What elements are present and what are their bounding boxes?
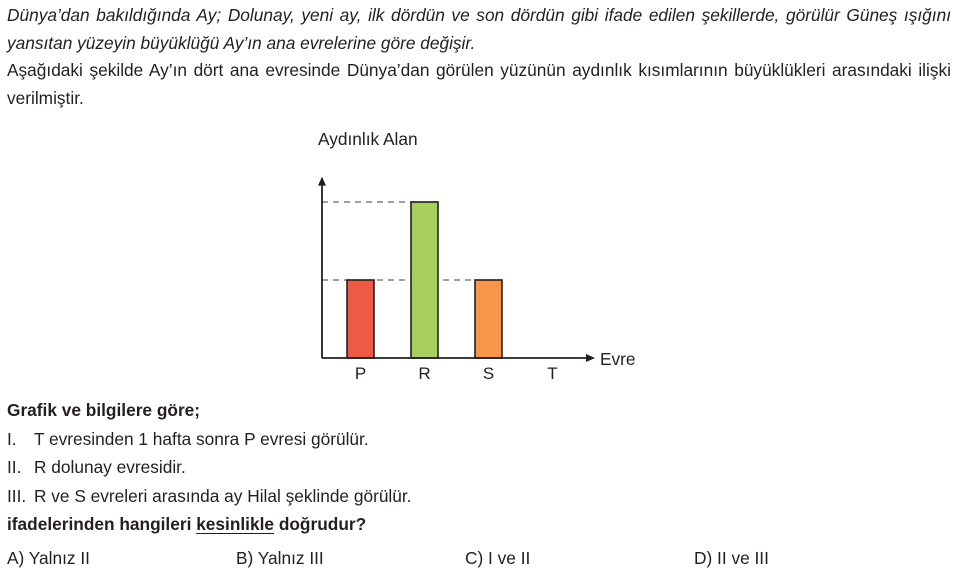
question-stem: Grafik ve bilgilere göre; [7,400,201,420]
x-tick-label-r: R [418,364,431,383]
x-tick-label-t: T [547,364,558,383]
statement-2-number: II. [7,457,22,477]
x-tick-label-p: P [354,364,367,383]
x-axis-label: Evre [600,349,636,369]
question-ask [7,513,366,535]
y-axis-label: Aydınlık Alan [318,129,418,149]
intro-text: Aşağıdaki şekilde Ay’ın dört ana evresinde Dünya’dan görülen yüzünün aydınlık kısımlarının büyüklükleri arasındaki ilişki verilmiştir. [7,60,951,108]
option-b[interactable]: B) Yalnız III [236,548,324,568]
bar-s [475,280,502,358]
statement-1 [7,428,369,450]
option-a[interactable]: A) Yalnız II [7,548,90,568]
x-tick-label-s: S [482,364,495,383]
x-axis-arrow [586,354,595,362]
statement-2-text: R dolunay evresidir. [34,457,186,477]
option-d[interactable]: D) II ve III [694,548,769,568]
statement-1-number: I. [7,429,17,449]
option-c[interactable]: C) I ve II [465,548,531,568]
statement-2 [7,456,186,478]
bar-p [347,280,374,358]
question-ask-post: doğrudur? [274,514,367,534]
y-axis-arrow [318,177,326,186]
statement-1-text: T evresinden 1 hafta sonra P evresi görülür. [34,429,369,449]
statement-3-number: III. [7,486,27,506]
bar-r [411,202,438,358]
question-ask-pre: ifadelerinden hangileri [7,514,197,534]
statement-3 [7,485,412,507]
intro-italic-text: Dünya’dan bakıldığında Ay; Dolunay, yeni ay, ilk dördün ve son dördün gibi ifade edilen şekillerde, görülür Güneş ışığını yansıtan yüzeyin büyüklüğü Ay’ın ana evrelerine göre değişir. [7,5,951,53]
statement-3-text: R ve S evreleri arasında ay Hilal şeklinde görülür. [34,486,412,506]
question-ask-emphasis: kesinlikle [196,514,275,534]
